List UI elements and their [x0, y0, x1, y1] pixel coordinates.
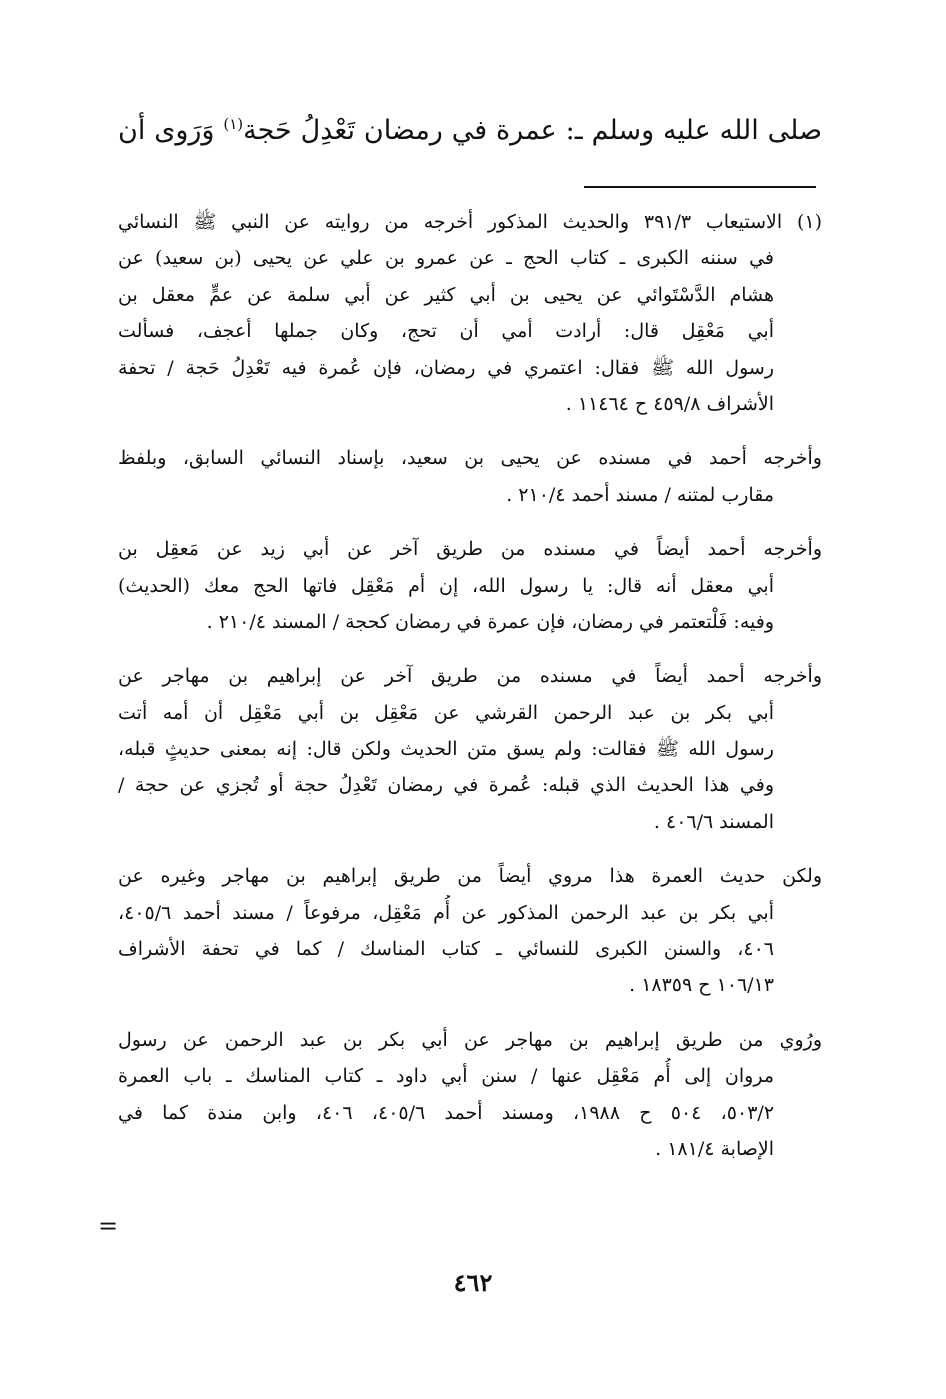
footnote-line-text: أبي بكر بن عبد الرحمن المذكور عن أُم مَعْقِل، مرفوعاً / مسند أحمد ٤٠٥/٦، — [118, 901, 774, 924]
footnote-line — [118, 695, 822, 731]
footnote-line — [118, 477, 822, 513]
footnote-line — [118, 350, 822, 386]
footnote-line — [118, 240, 822, 276]
footnote-line — [118, 1095, 822, 1131]
footnote-line — [118, 204, 822, 240]
footnote-line-text: ورُوي من طريق إبراهيم بن مهاجر عن أبي بكر بن عبد الرحمن عن رسول — [118, 1028, 822, 1051]
footnote-line-text: رسول الله ﷺ فقالت: ولم يسق متن الحديث ولكن قال: إنه بمعنى حديثٍ قبله، — [118, 738, 774, 761]
footnote-line-text: وأخرجه أحمد في مسنده عن يحيى بن سعيد، بإسناد النسائي السابق، وبلفظ — [118, 447, 822, 470]
footnote-separator — [584, 186, 816, 188]
footnotes — [118, 204, 822, 1185]
footnote-line-text: الإصابة ١٨١/٤ . — [655, 1137, 774, 1160]
footnote-line — [118, 895, 822, 931]
footnote-line — [118, 731, 822, 767]
footnote-paragraph — [118, 1022, 822, 1168]
footnote-line-text: وأخرجه أحمد أيضاً في مسنده من طريق آخر عن إبراهيم بن مهاجر عن — [118, 665, 822, 688]
footnote-line — [118, 440, 822, 476]
page-number: ٤٦٢ — [453, 1268, 493, 1297]
footnote-line — [118, 313, 822, 349]
footnote-line-text: ولكن حديث العمرة هذا مروي أيضاً من طريق إبراهيم بن مهاجر وغيره عن — [118, 865, 822, 888]
footnote-line — [118, 1058, 822, 1094]
footnote-line-text: وفي هذا الحديث الذي قبله: عُمرة في رمضان تَعْدِلُ حجة أو تُجزي عن حجة / — [118, 774, 774, 797]
footnote-line-text: ٥٠٣/٢، ٥٠٤ ح ١٩٨٨، ومسند أحمد ٤٠٥/٦، ٤٠٦، وابن مندة كما في — [118, 1101, 775, 1124]
footnote-line — [118, 386, 822, 422]
footnote-paragraph — [118, 204, 822, 422]
footnote-line-text: مروان إلى أُم مَعْقِل عنها / سنن أبي داود ـ كتاب المناسك ـ باب العمرة — [118, 1065, 774, 1088]
footnote-paragraph — [118, 858, 822, 1004]
footnote-line-text: ٤٠٦، والسنن الكبرى للنسائي ـ كتاب المناسك / كما في تحفة الأشراف — [118, 938, 774, 961]
footnote-line — [118, 967, 822, 1003]
footnote-line — [118, 804, 822, 840]
footnote-line — [118, 1131, 822, 1167]
footnote-number: (١) — [796, 211, 822, 233]
footnote-line-text: هشام الدَّسْتَوائي عن يحيى بن أبي كثير عن أبي سلمة عن عمٍّ معقل بن — [118, 283, 774, 306]
footnote-line-text: أبي بكر بن عبد الرحمن القرشي عن مَعْقِل بن أبي مَعْقِل أن أمه أتت — [118, 701, 774, 724]
footnote-line-text: الأشراف ٤٥٩/٨ ح ١١٤٦٤ . — [565, 392, 774, 415]
footnote-line-text: الاستيعاب ٣٩١/٣ والحديث المذكور أخرجه من روايته عن النبي ﷺ النسائي — [118, 211, 783, 233]
footnote-line — [118, 931, 822, 967]
footnote-line-text: وأخرجه أحمد أيضاً في مسنده من طريق آخر عن أبي زيد عن مَعقِل بن — [118, 538, 822, 561]
footnote-line-text: في سننه الكبرى ـ كتاب الحج ـ عن عمرو بن علي عن يحيى (بن سعيد) عن — [118, 247, 774, 270]
footnote-line-text: أبي مَعْقِل قال: أرادت أمي أن تحج، وكان جملها أعجف، فسألت — [118, 320, 774, 343]
continuation-mark: = — [98, 1212, 119, 1240]
footnote-line-text: مقارب لمتنه / مسند أحمد ٢١٠/٤ . — [506, 483, 774, 506]
footnote-line — [118, 858, 822, 894]
footnote-paragraph — [118, 658, 822, 840]
footnote-line-text: رسول الله ﷺ فقال: اعتمري في رمضان، فإن عُمرة فيه تَعْدِلُ حَجة / تحفة — [118, 356, 774, 379]
footnote-line — [118, 568, 822, 604]
footnote-line — [118, 277, 822, 313]
footnote-paragraph — [118, 440, 822, 513]
main-text-start: صلى الله عليه وسلم ـ: عمرة في رمضان تَعْدِلُ حَجة — [243, 115, 823, 146]
footnote-reference: (١) — [223, 115, 244, 133]
footnote-line-text: المسند ٤٠٦/٦ . — [653, 810, 774, 833]
footnote-line — [118, 604, 822, 640]
footnote-line-text: أبي معقل أنه قال: يا رسول الله، إن أم مَعْقِل فاتها الحج معك (الحديث) — [118, 574, 774, 597]
main-text-line — [118, 104, 822, 151]
footnote-line-text: ١٠٦/١٣ ح ١٨٣٥٩ . — [629, 974, 774, 997]
footnote-paragraph — [118, 531, 822, 640]
footnote-line — [118, 1022, 822, 1058]
footnote-line — [118, 767, 822, 803]
main-text-end: وَرَوى أن — [118, 115, 224, 146]
footnote-line — [118, 531, 822, 567]
footnote-line-text: وفيه: فَلْتعتمر في رمضان، فإن عمرة في رمضان كحجة / المسند ٢١٠/٤ . — [206, 610, 774, 633]
footnote-line — [118, 658, 822, 694]
